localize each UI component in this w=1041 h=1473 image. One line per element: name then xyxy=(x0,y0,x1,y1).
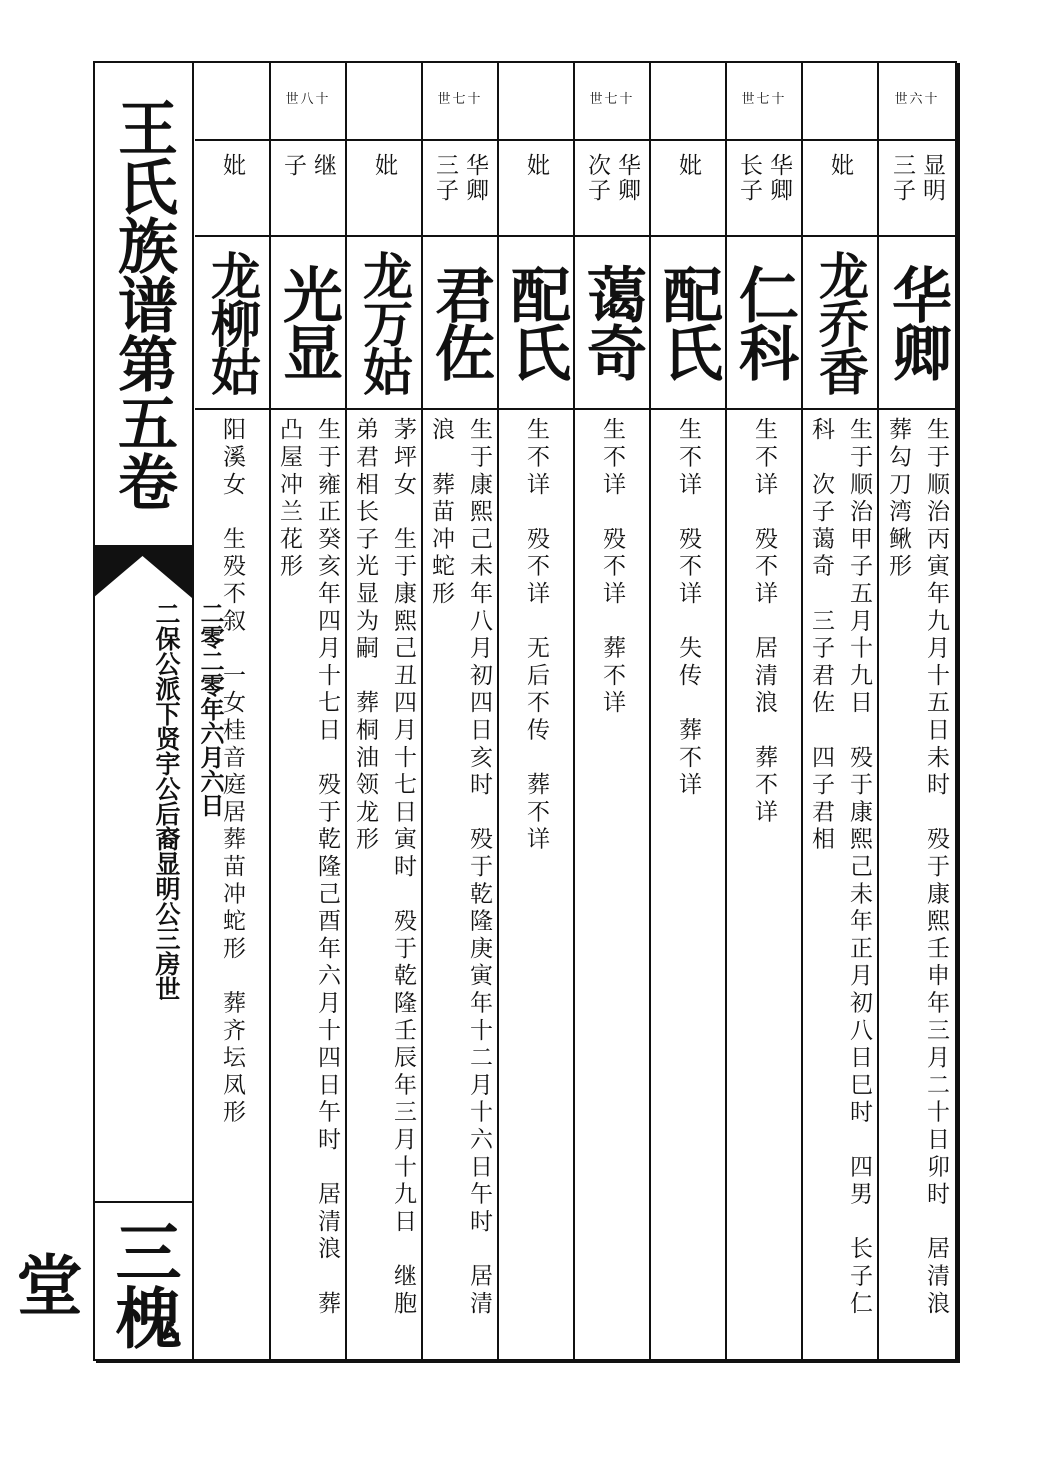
biography-text-cell xyxy=(727,417,801,1357)
person-name-cell xyxy=(879,237,955,407)
relation-label-cell xyxy=(499,141,573,235)
person-name-cell xyxy=(499,237,573,407)
person-name-cell xyxy=(423,237,497,407)
biography-text: 生于顺治甲子五月十九日 殁于康熙己未年正月初八日巳时 四男 长子仁 科 次子蔼奇 三子君佐 四子君相 xyxy=(808,417,872,1318)
person-name-cell xyxy=(651,237,725,407)
person-column xyxy=(879,61,955,1361)
fishtail-ornament xyxy=(93,548,192,598)
relation-label: 华卿 长子 xyxy=(736,153,792,203)
hall-name: 三槐堂 xyxy=(5,1217,182,1350)
person-column xyxy=(651,61,727,1361)
person-column xyxy=(575,61,651,1361)
title-panel xyxy=(5,61,225,1361)
biography-text: 生于雍正癸亥年四月十七日 殁于乾隆己酉年六月十四日午时 居清浪 葬 凸屋冲兰花形 xyxy=(276,417,340,1318)
person-name: 配氏 xyxy=(501,264,571,380)
relation-label-cell xyxy=(423,141,497,235)
relation-label-cell xyxy=(727,141,801,235)
relation-label: 妣 xyxy=(371,153,397,178)
generation-label xyxy=(195,61,269,139)
person-name: 蔼奇 xyxy=(577,264,647,380)
biography-text-cell xyxy=(423,417,497,1357)
biography-text: 生不详 殁不详 无后不传 葬不详 xyxy=(523,417,549,854)
biography-text-cell xyxy=(499,417,573,1357)
generation-label: 世七十 xyxy=(437,92,483,107)
person-column xyxy=(727,61,803,1361)
relation-label-cell xyxy=(803,141,877,235)
biography-text-cell xyxy=(575,417,649,1357)
relation-label: 妣 xyxy=(827,153,853,178)
person-name: 配氏 xyxy=(653,264,723,380)
person-name: 光显 xyxy=(273,264,343,380)
person-name: 君佐 xyxy=(425,264,495,380)
relation-label-cell xyxy=(651,141,725,235)
person-name: 华卿 xyxy=(882,264,952,380)
relation-label: 华卿 三子 xyxy=(432,153,488,203)
relation-label: 显明 三子 xyxy=(889,153,945,203)
biography-text: 生不详 殁不详 失传 葬不详 xyxy=(675,417,701,800)
person-name-cell xyxy=(575,237,649,407)
relation-label: 妣 xyxy=(675,153,701,178)
person-name-cell xyxy=(195,237,269,407)
biography-text: 生不详 殁不详 葬不详 xyxy=(599,417,625,718)
generation-label xyxy=(651,61,725,139)
biography-text-cell xyxy=(271,417,345,1357)
relation-label-cell xyxy=(575,141,649,235)
person-column xyxy=(195,61,271,1361)
biography-text-cell xyxy=(803,417,877,1357)
volume-title: 王氏族谱第五卷 xyxy=(108,96,178,510)
relation-label: 华卿 次子 xyxy=(584,153,640,203)
generation-label: 世八十 xyxy=(285,92,331,107)
generation-label xyxy=(499,61,573,139)
person-column xyxy=(423,61,499,1361)
generation-label xyxy=(803,61,877,139)
relation-label: 妣 xyxy=(219,153,245,178)
generation-label: 世七十 xyxy=(741,92,787,107)
branch-subtitle: 二保公派下贤宇公后裔显明公三房世 xyxy=(152,601,181,1001)
biography-text: 生于康熙己未年八月初四日亥时 殁于乾隆庚寅年十二月十六日午时 居清 浪 葬苗冲蛇形 xyxy=(428,417,492,1318)
frame-shadow xyxy=(957,63,960,1363)
person-name-cell xyxy=(803,237,877,407)
relation-label-cell xyxy=(195,141,269,235)
biography-text-cell xyxy=(651,417,725,1357)
person-name: 龙乔香 xyxy=(811,250,870,394)
person-name-cell xyxy=(271,237,345,407)
biography-text: 阳溪女 生殁不叙 一女桂音庭居葬苗冲蛇形 葬齐坛凤形 xyxy=(219,417,245,1127)
person-name: 仁科 xyxy=(729,264,799,380)
generation-label: 世六十 xyxy=(894,92,940,107)
frame-shadow xyxy=(96,1361,960,1363)
person-name: 龙万姑 xyxy=(355,250,414,394)
relation-label: 妣 xyxy=(523,153,549,178)
relation-label-cell xyxy=(879,141,955,235)
person-name-cell xyxy=(347,237,421,407)
biography-text: 茅坪女 生于康熙己丑四月十七日寅时 殁于乾隆壬辰年三月十九日 继胞 弟君相长子光显为嗣 葬桐油领龙形 xyxy=(352,417,416,1318)
biography-text: 生于顺治丙寅年九月十五日未时 殁于康熙壬申年三月二十日卯时 居清浪 葬勾刀湾鳅形 xyxy=(885,417,949,1318)
relation-label: 继 子 xyxy=(280,153,336,178)
biography-text: 生不详 殁不详 居清浪 葬不详 xyxy=(751,417,777,827)
biography-text-cell xyxy=(879,417,955,1357)
relation-label-cell xyxy=(347,141,421,235)
person-name-cell xyxy=(727,237,801,407)
relation-label-cell xyxy=(271,141,345,235)
person-column xyxy=(499,61,575,1361)
biography-text-cell xyxy=(195,417,269,1357)
generation-label: 世七十 xyxy=(589,92,635,107)
divider xyxy=(93,1201,192,1203)
person-column xyxy=(271,61,347,1361)
generation-label xyxy=(347,61,421,139)
compile-date: 二零二零年六月六日 xyxy=(196,601,225,817)
biography-text-cell xyxy=(347,417,421,1357)
person-name: 龙柳姑 xyxy=(203,250,262,394)
person-column xyxy=(347,61,423,1361)
person-column xyxy=(803,61,879,1361)
